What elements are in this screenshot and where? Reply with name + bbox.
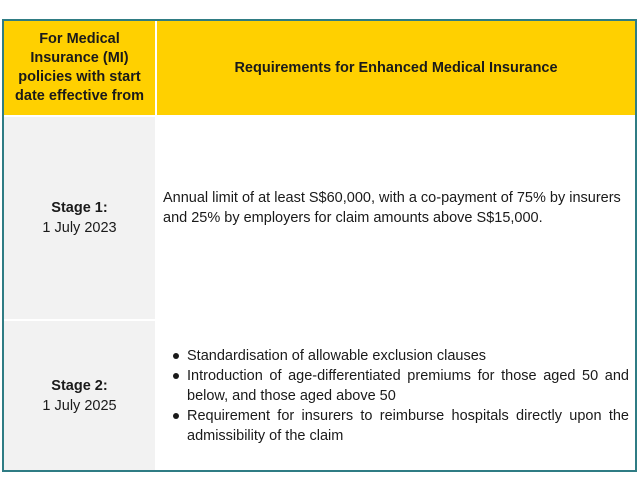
header-effective-date-label: For Medical Insurance (MI) policies with start date effective from — [15, 31, 144, 104]
stage-1-name: Stage 1: — [51, 200, 108, 216]
list-item: Requirement for insurers to reimburse hospitals directly upon the admissibility of the claim — [187, 407, 629, 444]
stage-1-requirements — [157, 117, 635, 319]
stage-1-requirement-text: Annual limit of at least S$60,000, with a co-payment of 75% by insurers and 25% by employers for claim amounts above S$15,000. — [163, 190, 621, 226]
stage-2-requirements — [157, 321, 635, 470]
list-item: Standardisation of allowable exclusion clauses — [187, 346, 629, 366]
stage-2-cell — [4, 321, 155, 470]
list-item: Introduction of age-differentiated premiums for those aged 50 and below, and those aged above 50 — [187, 367, 629, 404]
header-requirements-label: Requirements for Enhanced Medical Insurance — [234, 59, 558, 76]
header-effective-date — [4, 21, 155, 115]
requirements-table — [2, 19, 637, 472]
stage-1-date: 1 July 2023 — [42, 220, 117, 236]
stage-2-bullet-list — [163, 346, 629, 446]
table-grid — [4, 21, 635, 470]
stage-2-name: Stage 2: — [51, 377, 108, 394]
stage-1-cell — [4, 117, 155, 319]
header-requirements — [157, 21, 635, 115]
stage-2-date: 1 July 2025 — [42, 397, 117, 414]
